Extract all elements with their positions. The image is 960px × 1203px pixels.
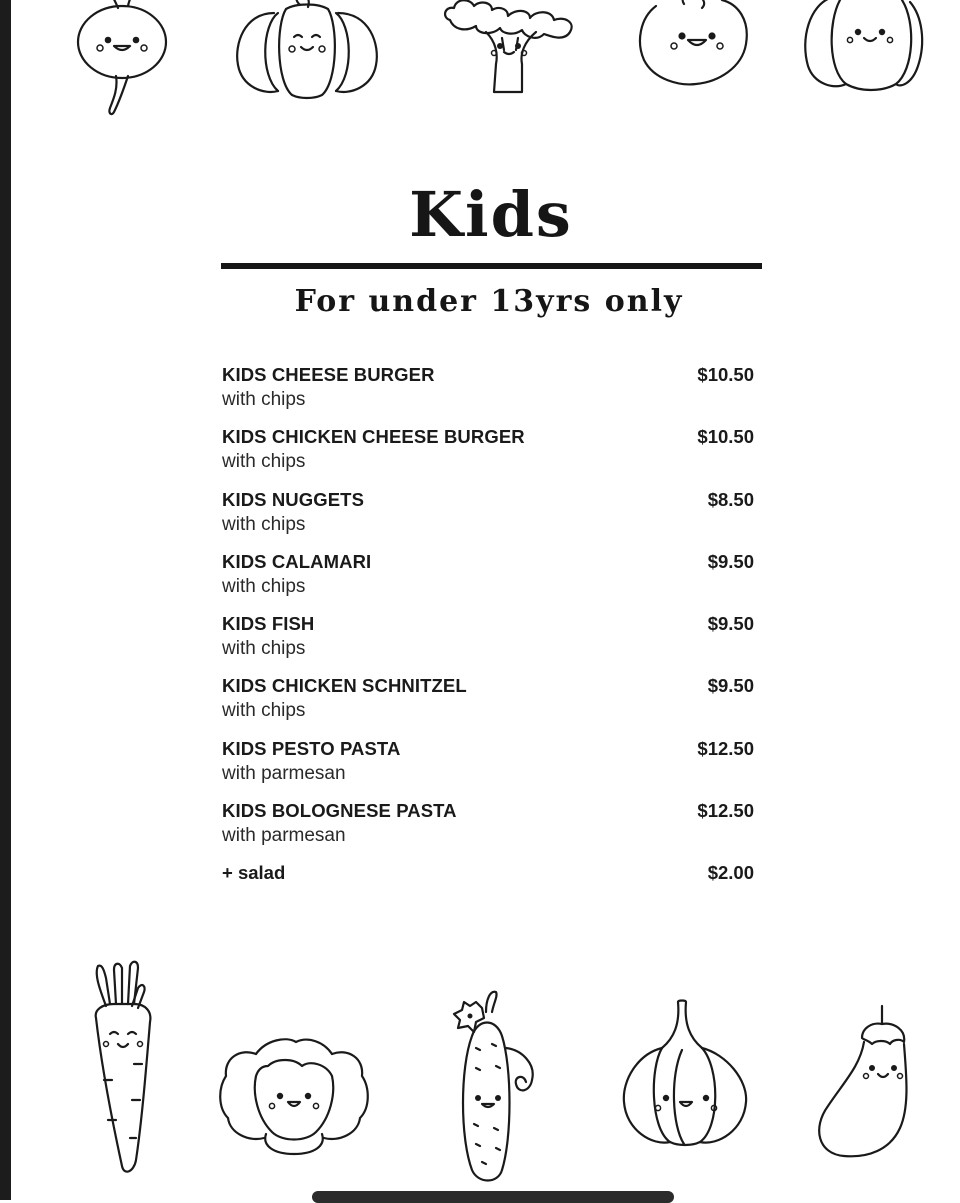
item-price: $10.50 — [697, 426, 754, 448]
bell-pepper-icon — [800, 0, 930, 92]
item-name: KIDS CHICKEN CHEESE BURGER — [222, 426, 525, 448]
item-description: with chips — [222, 513, 306, 535]
item-name: KIDS CHEESE BURGER — [222, 364, 435, 385]
broccoli-icon — [440, 0, 580, 98]
item-description: with chips — [222, 700, 306, 722]
item-name: KIDS CHICKEN SCHNITZEL — [222, 675, 467, 697]
item-name: KIDS BOLOGNESE PASTA — [222, 800, 457, 822]
home-indicator[interactable] — [312, 1191, 674, 1203]
extra-name: + salad — [222, 862, 286, 884]
carrot-icon — [88, 960, 158, 1180]
item-name: KIDS FISH — [222, 613, 315, 635]
cucumber-icon — [446, 988, 542, 1184]
item-price: $9.50 — [707, 675, 754, 697]
garlic-icon — [620, 998, 752, 1148]
radish-icon — [70, 0, 180, 125]
item-price: $8.50 — [707, 488, 754, 510]
item-description: with parmesan — [222, 762, 346, 784]
menu-item — [222, 675, 754, 737]
menu-item — [222, 426, 754, 488]
title-divider — [221, 263, 762, 269]
menu-item — [222, 613, 754, 675]
menu-title: Kids — [409, 178, 573, 251]
extra-price: $2.00 — [707, 862, 754, 884]
pumpkin-icon — [234, 0, 380, 100]
item-price: $12.50 — [697, 737, 754, 759]
item-price: $9.50 — [707, 550, 754, 572]
extra-item — [222, 862, 754, 924]
menu-subtitle: For under 13yrs only — [294, 284, 684, 319]
menu-item — [222, 364, 754, 426]
tomato-icon — [634, 0, 754, 89]
item-description: with chips — [222, 575, 306, 597]
item-price: $10.50 — [697, 364, 754, 385]
item-description: with chips — [222, 638, 306, 660]
item-name: KIDS NUGGETS — [222, 488, 365, 510]
menu-item — [222, 489, 754, 551]
item-description: with parmesan — [222, 825, 346, 847]
item-name: KIDS CALAMARI — [222, 550, 372, 572]
item-price: $12.50 — [697, 800, 754, 822]
eggplant-icon — [810, 1002, 914, 1164]
menu-item — [222, 800, 754, 862]
item-description: with chips — [222, 451, 306, 473]
menu-list — [222, 364, 754, 925]
item-price: $9.50 — [707, 613, 754, 635]
item-description: with chips — [222, 389, 306, 410]
menu-item — [222, 551, 754, 613]
item-name: KIDS PESTO PASTA — [222, 737, 401, 759]
menu-item — [222, 738, 754, 800]
cabbage-icon — [216, 1034, 372, 1158]
